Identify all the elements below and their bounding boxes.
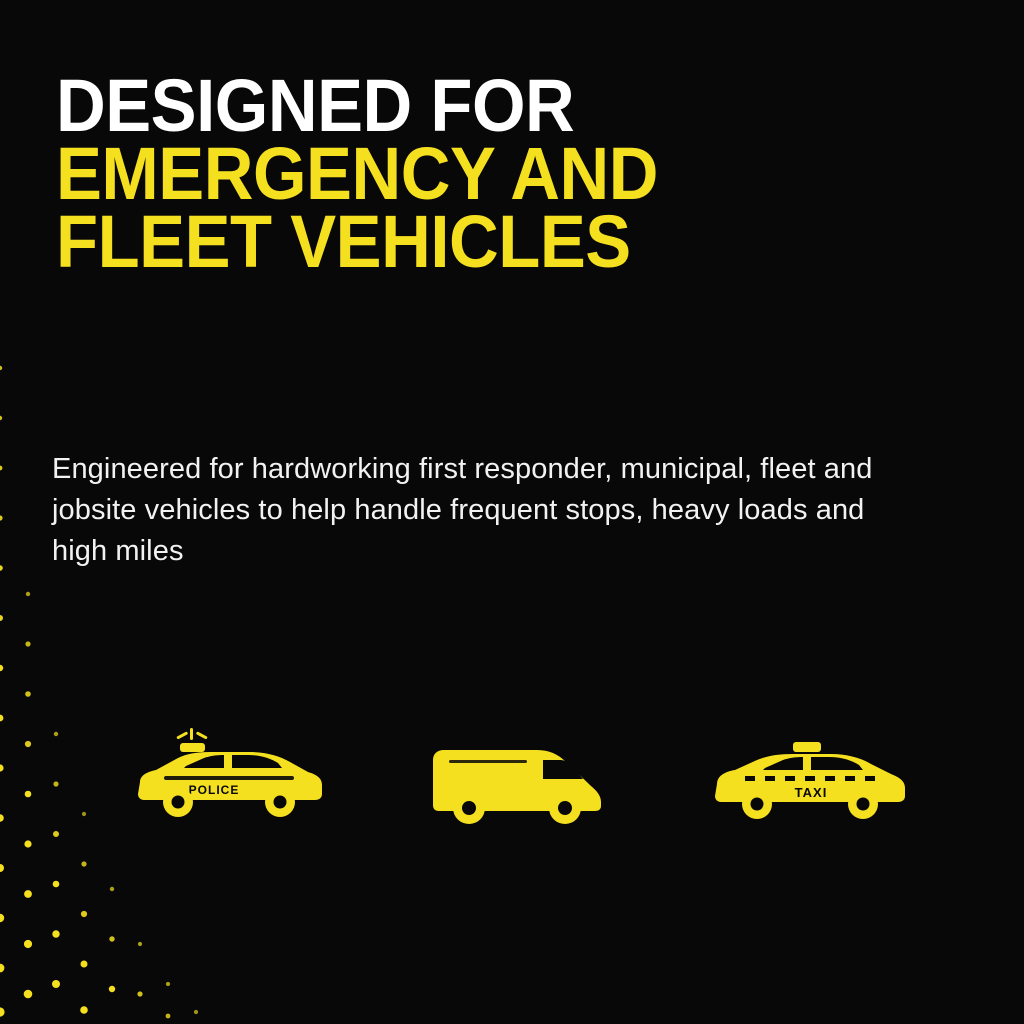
svg-text:TAXI: TAXI (794, 785, 828, 800)
svg-text:POLICE: POLICE (188, 783, 240, 797)
halftone-dots-decoration (0, 344, 224, 1024)
headline-line-1: DESIGNED FOR (56, 64, 575, 147)
headline-block (56, 64, 936, 284)
vehicle-icon-row (120, 700, 920, 850)
van-icon (410, 710, 630, 840)
headline-line-3: FLEET VEHICLES (56, 200, 631, 284)
headline-line-2: EMERGENCY AND (56, 132, 658, 216)
taxi-car-icon (700, 710, 920, 840)
subcopy-text: Engineered for hardworking first responder, municipal, fleet and jobsite vehicles to help handle frequent stops, heavy loads and high miles (52, 453, 873, 568)
police-car-icon (120, 710, 340, 840)
